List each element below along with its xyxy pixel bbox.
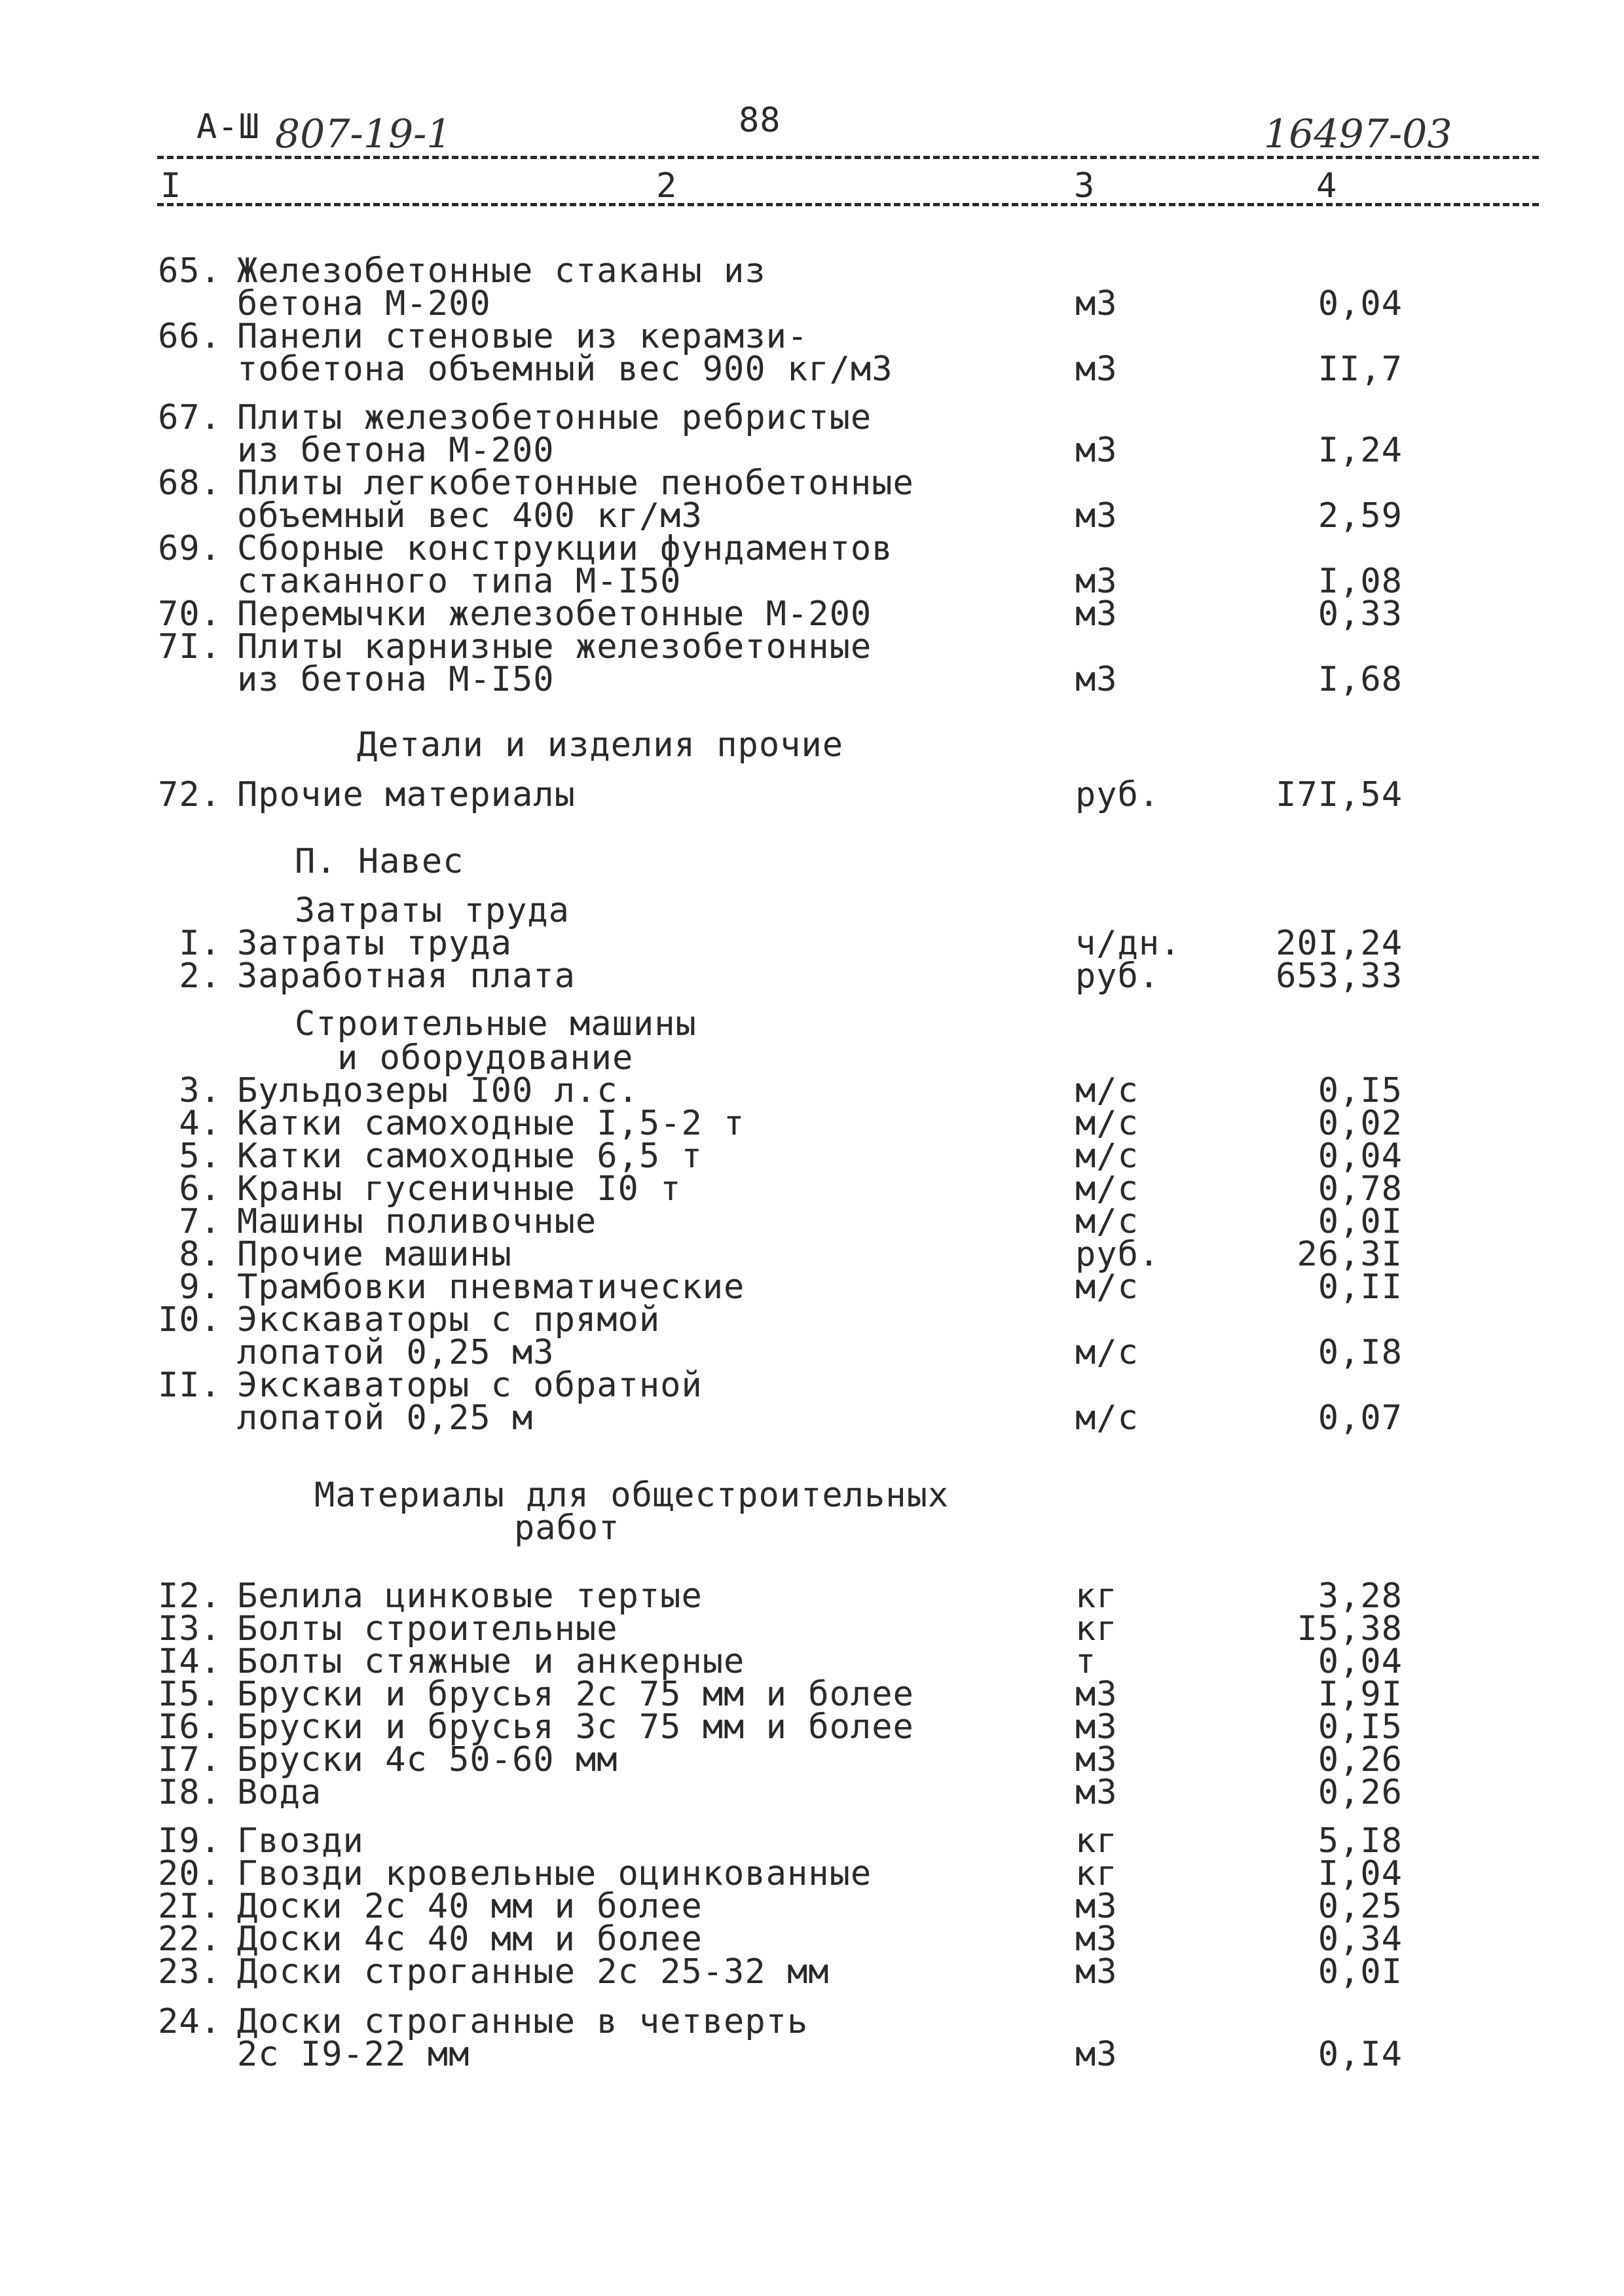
- item-quantity: 0,04: [1318, 1642, 1403, 1681]
- item-unit: кг: [1075, 1821, 1118, 1861]
- item-name: Краны гусеничные I0 т: [237, 1169, 682, 1209]
- section-heading-materials: Материалы для общестроительных: [314, 1476, 950, 1515]
- header-rule-top: [157, 156, 1539, 159]
- list-item: [0, 1398, 1624, 1438]
- item-name: Плиты легкобетонные пенобетонные: [237, 464, 914, 503]
- item-unit: т: [1075, 1642, 1097, 1681]
- list-item: [0, 594, 1624, 634]
- column-3-header: 3: [1074, 166, 1096, 206]
- item-name: Доски строганные в четверть: [237, 2002, 809, 2041]
- list-item: [0, 1675, 1624, 1714]
- item-name: лопатой 0,25 м3: [237, 1333, 555, 1372]
- item-quantity: I,9I: [1318, 1675, 1403, 1714]
- item-name: Доски 2с 40 мм и более: [237, 1887, 703, 1926]
- item-number: I0.: [158, 1300, 221, 1339]
- item-name: Вода: [237, 1773, 322, 1812]
- document-code: 16497-03: [1264, 111, 1452, 157]
- list-item: [0, 1169, 1624, 1209]
- item-unit: м3: [1075, 1920, 1118, 1959]
- item-quantity: 0,34: [1318, 1920, 1403, 1959]
- item-unit: м3: [1075, 284, 1118, 323]
- item-unit: м/с: [1075, 1137, 1139, 1176]
- item-name: Бруски и брусья 3с 75 мм и более: [237, 1707, 914, 1747]
- list-item: [0, 2002, 1624, 2041]
- section-heading-machines: Строительные машины: [295, 1004, 697, 1044]
- list-item: [0, 1071, 1624, 1110]
- list-item: [0, 464, 1624, 503]
- item-name: лопатой 0,25 м: [237, 1398, 534, 1438]
- item-name: Прочие машины: [237, 1235, 512, 1274]
- item-unit: руб.: [1075, 775, 1160, 814]
- item-unit: ч/дн.: [1075, 924, 1181, 963]
- item-quantity: 5,I8: [1318, 1821, 1403, 1861]
- item-unit: м3: [1075, 1707, 1118, 1747]
- project-code: 807-19-1: [275, 111, 452, 157]
- item-unit: м/с: [1075, 1267, 1139, 1307]
- list-item: [0, 1854, 1624, 1893]
- item-number: I.: [179, 924, 221, 963]
- item-quantity: 0,I5: [1318, 1707, 1403, 1747]
- item-quantity: 0,0I: [1318, 1952, 1403, 1992]
- list-item: [0, 1366, 1624, 1405]
- item-number: I2.: [158, 1576, 221, 1616]
- section-heading-other-parts: Детали и изделия прочие: [357, 725, 844, 765]
- item-number: I9.: [158, 1821, 221, 1861]
- section-heading-labor: Затраты труда: [295, 891, 570, 930]
- item-number: I4.: [158, 1642, 221, 1681]
- page-number: 88: [739, 101, 781, 140]
- column-1-header: I: [160, 166, 182, 206]
- item-name: Экскаваторы с прямой: [237, 1300, 661, 1339]
- item-name: Экскаваторы с обратной: [237, 1366, 703, 1405]
- section-heading-canopy: П. Навес: [295, 842, 464, 881]
- list-item: [0, 1202, 1624, 1241]
- item-number: I8.: [158, 1773, 221, 1812]
- list-item: [0, 319, 1624, 354]
- list-item: [0, 1920, 1624, 1959]
- item-name: Бруски и брусья 2с 75 мм и более: [237, 1675, 914, 1714]
- list-item: [0, 1773, 1624, 1812]
- item-number: 20.: [158, 1854, 221, 1893]
- item-quantity: I,04: [1318, 1854, 1403, 1893]
- item-unit: м3: [1075, 1740, 1118, 1779]
- item-quantity: 20I,24: [1276, 924, 1403, 963]
- item-name: Катки самоходные 6,5 т: [237, 1137, 703, 1176]
- item-quantity: 2,59: [1318, 496, 1403, 536]
- item-quantity: 0,78: [1318, 1169, 1403, 1209]
- item-quantity: I,24: [1318, 431, 1403, 470]
- item-quantity: 0,25: [1318, 1887, 1403, 1926]
- item-name: объемный вес 400 кг/м3: [237, 496, 703, 536]
- item-name: Сборные конструкции фундаментов: [237, 529, 893, 568]
- series-label: А-Ш: [196, 107, 260, 147]
- item-name: Доски строганные 2с 25-32 мм: [237, 1952, 830, 1992]
- section-heading-machines-line2: и оборудование: [337, 1038, 634, 1078]
- item-name: Прочие материалы: [237, 775, 576, 814]
- item-number: 24.: [158, 2002, 221, 2041]
- item-quantity: 0,0I: [1318, 1202, 1403, 1241]
- list-item: [0, 398, 1624, 437]
- item-name: Болты стяжные и анкерные: [237, 1642, 745, 1681]
- item-number: 6.: [179, 1169, 221, 1209]
- item-quantity: 0,07: [1318, 1398, 1403, 1438]
- item-quantity: I,08: [1318, 562, 1403, 601]
- list-item: [0, 284, 1624, 323]
- item-number: 66.: [158, 317, 221, 356]
- item-number: I7.: [158, 1740, 221, 1779]
- item-unit: м3: [1075, 350, 1118, 389]
- item-name: Перемычки железобетонные М-200: [237, 594, 872, 634]
- item-number: 2.: [179, 957, 221, 996]
- item-name: Доски 4с 40 мм и более: [237, 1920, 703, 1959]
- item-unit: м/с: [1075, 1202, 1139, 1241]
- list-item: [0, 660, 1624, 699]
- item-unit: м/с: [1075, 1071, 1139, 1110]
- item-name: Белила цинковые тертые: [237, 1576, 703, 1616]
- item-quantity: II,7: [1318, 350, 1403, 389]
- item-name: Катки самоходные I,5-2 т: [237, 1104, 745, 1143]
- item-name: Плиты железобетонные ребристые: [237, 398, 872, 437]
- list-item: [0, 1137, 1624, 1176]
- item-unit: м3: [1075, 1952, 1118, 1992]
- list-item: [0, 627, 1624, 666]
- list-item: [0, 350, 1624, 389]
- item-unit: кг: [1075, 1854, 1118, 1893]
- item-number: 22.: [158, 1920, 221, 1959]
- item-unit: м3: [1075, 562, 1118, 601]
- item-unit: м3: [1075, 1773, 1118, 1812]
- item-number: 5.: [179, 1137, 221, 1176]
- list-item: [0, 1576, 1624, 1616]
- column-2-header: 2: [656, 166, 678, 206]
- item-unit: м/с: [1075, 1398, 1139, 1438]
- item-number: 7.: [179, 1202, 221, 1241]
- item-unit: м3: [1075, 1887, 1118, 1926]
- list-item: [0, 924, 1624, 963]
- list-item: [0, 1235, 1624, 1274]
- item-unit: кг: [1075, 1609, 1118, 1649]
- list-item: [0, 1333, 1624, 1372]
- list-item: [0, 1104, 1624, 1143]
- item-unit: м/с: [1075, 1333, 1139, 1372]
- item-number: 72.: [158, 775, 221, 814]
- item-name: Затраты труда: [237, 924, 512, 963]
- item-quantity: 0,I8: [1318, 1333, 1403, 1372]
- item-number: 8.: [179, 1235, 221, 1274]
- item-name: Болты строительные: [237, 1609, 618, 1649]
- list-item: [0, 251, 1624, 291]
- item-quantity: 0,I4: [1318, 2035, 1403, 2074]
- list-item: [0, 957, 1624, 996]
- item-unit: м3: [1075, 1675, 1118, 1714]
- item-number: 3.: [179, 1071, 221, 1110]
- item-quantity: 0,04: [1318, 1137, 1403, 1176]
- list-item: [0, 1740, 1624, 1779]
- item-quantity: I7I,54: [1276, 775, 1403, 814]
- item-number: I3.: [158, 1609, 221, 1649]
- item-unit: руб.: [1075, 957, 1160, 996]
- item-number: 69.: [158, 529, 221, 568]
- list-item: [0, 1609, 1624, 1649]
- item-name: стаканного типа М-I50: [237, 562, 682, 601]
- item-quantity: 0,33: [1318, 594, 1403, 634]
- list-item: [0, 496, 1624, 536]
- list-item: [0, 2035, 1624, 2074]
- list-item: [0, 1300, 1624, 1339]
- item-name: из бетона М-200: [237, 431, 555, 470]
- item-name: Железобетонные стаканы из: [237, 251, 766, 291]
- item-name: Гвозди: [237, 1821, 364, 1861]
- column-4-header: 4: [1316, 166, 1338, 206]
- item-number: 67.: [158, 398, 221, 437]
- item-quantity: 0,04: [1318, 284, 1403, 323]
- list-item: [0, 1707, 1624, 1747]
- list-item: [0, 1642, 1624, 1681]
- item-name: Бруски 4с 50-60 мм: [237, 1740, 618, 1779]
- item-quantity: I5,38: [1297, 1609, 1403, 1649]
- item-name: Бульдозеры I00 л.с.: [237, 1071, 639, 1110]
- section-heading-materials-line2: работ: [514, 1508, 620, 1548]
- item-unit: м3: [1075, 431, 1118, 470]
- item-number: 9.: [179, 1267, 221, 1307]
- item-quantity: 0,02: [1318, 1104, 1403, 1143]
- item-name: Панели стеновые из керамзи-: [237, 317, 809, 356]
- item-number: 65.: [158, 251, 221, 291]
- list-item: [0, 1887, 1624, 1926]
- item-quantity: 26,3I: [1297, 1235, 1403, 1274]
- item-number: 2I.: [158, 1887, 221, 1926]
- list-item: [0, 431, 1624, 470]
- item-unit: м3: [1075, 496, 1118, 536]
- item-number: I6.: [158, 1707, 221, 1747]
- item-quantity: 3,28: [1318, 1576, 1403, 1616]
- item-quantity: 0,II: [1318, 1267, 1403, 1307]
- item-quantity: 0,26: [1318, 1773, 1403, 1812]
- item-name: тобетона объемный вес 900 кг/м3: [237, 350, 893, 389]
- item-quantity: 653,33: [1276, 957, 1403, 996]
- list-item: [0, 775, 1624, 814]
- item-name: Заработная плата: [237, 957, 576, 996]
- item-quantity: 0,26: [1318, 1740, 1403, 1779]
- header-rule-bottom: [157, 203, 1539, 206]
- item-quantity: I,68: [1318, 660, 1403, 699]
- item-number: II.: [158, 1366, 221, 1405]
- item-name: Гвозди кровельные оцинкованные: [237, 1854, 872, 1893]
- item-number: 4.: [179, 1104, 221, 1143]
- item-name: Машины поливочные: [237, 1202, 597, 1241]
- list-item: [0, 1952, 1624, 1992]
- item-name: Плиты карнизные железобетонные: [237, 627, 872, 666]
- item-unit: м/с: [1075, 1104, 1139, 1143]
- item-name: 2с I9-22 мм: [237, 2035, 470, 2074]
- list-item: [0, 529, 1624, 568]
- list-item: [0, 1821, 1624, 1861]
- item-number: 70.: [158, 594, 221, 634]
- list-item: [0, 562, 1624, 601]
- item-name: Трамбовки пневматические: [237, 1267, 745, 1307]
- item-number: 7I.: [158, 627, 221, 666]
- list-item: [0, 1267, 1624, 1307]
- item-name: из бетона М-I50: [237, 660, 555, 699]
- item-number: 23.: [158, 1952, 221, 1992]
- item-unit: кг: [1075, 1576, 1118, 1616]
- item-unit: м3: [1075, 594, 1118, 634]
- item-number: 68.: [158, 464, 221, 503]
- item-quantity: 0,I5: [1318, 1071, 1403, 1110]
- item-number: I5.: [158, 1675, 221, 1714]
- item-unit: м/с: [1075, 1169, 1139, 1209]
- item-unit: руб.: [1075, 1235, 1160, 1274]
- item-unit: м3: [1075, 2035, 1118, 2074]
- item-name: бетона М-200: [237, 284, 491, 323]
- item-unit: м3: [1075, 660, 1118, 699]
